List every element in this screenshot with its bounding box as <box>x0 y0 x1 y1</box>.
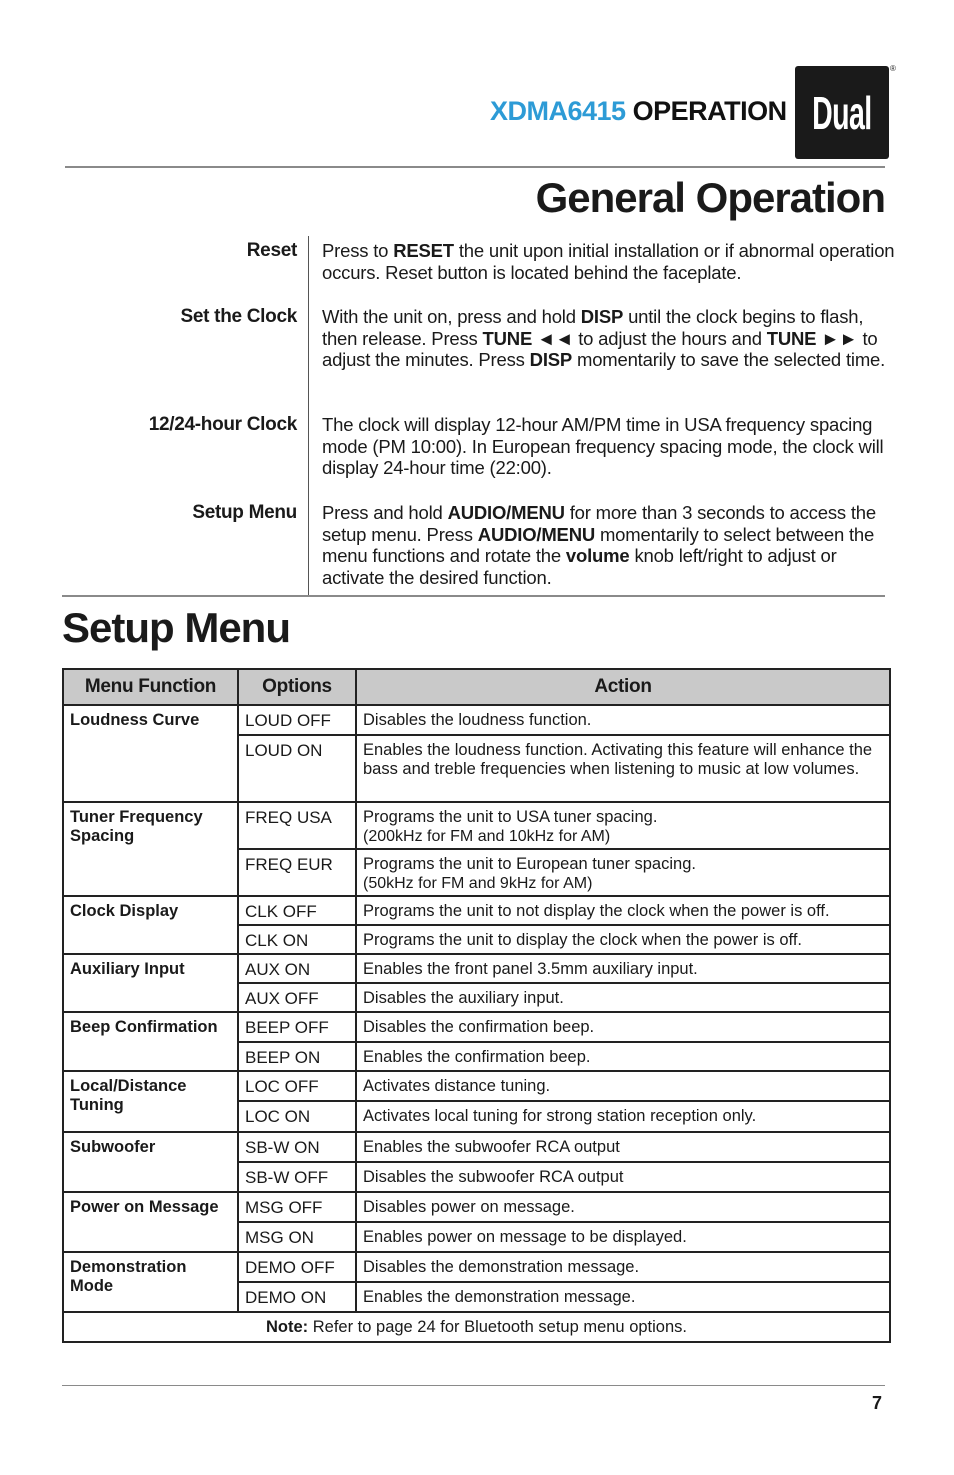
keyword: AUDIO/MENU <box>477 523 596 545</box>
action-subtext: (200kHz for FM and 10kHz for AM) <box>363 828 611 845</box>
option-cell: AUX OFF <box>238 983 356 1012</box>
keyword: volume <box>565 545 630 566</box>
action-cell <box>356 1162 890 1192</box>
menu-function-cell: Tuner Frequency Spacing <box>63 802 238 896</box>
general-item-description <box>322 414 900 479</box>
general-item-description <box>322 306 900 371</box>
action-text: Programs the unit to not display the clock when the power is off. <box>363 902 830 920</box>
page-number: 7 <box>872 1393 883 1413</box>
menu-function-cell: Clock Display <box>63 896 238 954</box>
action-cell <box>356 735 890 802</box>
description-text: until the clock begins to flash, then release. Press <box>322 306 864 349</box>
action-cell <box>356 1222 890 1252</box>
action-subtext: (50kHz for FM and 9kHz for AM) <box>363 875 593 892</box>
action-cell <box>356 1252 890 1282</box>
setup-menu-table <box>62 668 891 1343</box>
action-text: Activates distance tuning. <box>363 1077 551 1095</box>
action-text: Enables the demonstration message. <box>363 1288 636 1306</box>
option-cell: LOC OFF <box>238 1071 356 1101</box>
action-text: Disables power on message. <box>363 1198 575 1216</box>
action-cell <box>356 896 890 925</box>
action-text: Programs the unit to display the clock when the power is off. <box>363 931 803 949</box>
action-text: Enables the confirmation beep. <box>363 1048 591 1066</box>
option-cell: LOUD ON <box>238 735 356 802</box>
option-cell: DEMO ON <box>238 1282 356 1312</box>
action-text: Enables power on message to be displayed. <box>363 1228 687 1246</box>
table-header-row <box>63 669 890 705</box>
option-cell: AUX ON <box>238 954 356 983</box>
action-text: Disables the loudness function. <box>363 711 592 729</box>
action-cell <box>356 1192 890 1222</box>
general-item-term: Reset <box>246 240 297 261</box>
description-text: to adjust the minutes. Press <box>322 327 878 370</box>
keyword: TUNE ◄◄ <box>482 327 574 349</box>
table-row <box>63 1252 890 1282</box>
action-cell <box>356 1012 890 1042</box>
description-text: knob left/right to adjust or activate the desired function. <box>322 545 837 588</box>
top-divider <box>65 166 885 168</box>
table-row <box>63 705 890 735</box>
action-text: Enables the subwoofer RCA output <box>363 1138 620 1156</box>
general-item-description <box>322 240 900 283</box>
keyword: DISP <box>580 306 624 327</box>
option-cell: CLK ON <box>238 925 356 954</box>
table-row <box>63 1132 890 1162</box>
col-header-options: Options <box>238 669 356 705</box>
description-text: With the unit on, press and hold <box>322 306 581 327</box>
keyword: AUDIO/MENU <box>447 502 565 523</box>
description-text: Press to <box>322 240 394 261</box>
option-cell: SB-W ON <box>238 1132 356 1162</box>
option-cell: MSG ON <box>238 1222 356 1252</box>
table-row <box>63 954 890 983</box>
action-text: Enables the loudness function. Activating this feature will enhance the bass and treble frequencies when listening to music at low volumes. <box>363 741 873 778</box>
action-text: Enables the front panel 3.5mm auxiliary input. <box>363 960 698 978</box>
action-cell <box>356 983 890 1012</box>
description-text: momentarily to select between the menu functions and rotate the <box>322 523 875 566</box>
description-text: the unit upon initial installation or if abnormal operation occurs. Reset button is located behind the faceplate. <box>322 240 895 283</box>
action-cell <box>356 1101 890 1132</box>
option-cell: SB-W OFF <box>238 1162 356 1192</box>
model-number: XDMA6415 <box>490 96 626 126</box>
option-cell: LOUD OFF <box>238 705 356 735</box>
option-cell: BEEP OFF <box>238 1012 356 1042</box>
description-text: momentarily to save the selected time. <box>572 349 886 370</box>
general-item-term: 12/24-hour Clock <box>148 414 297 435</box>
action-cell <box>356 1042 890 1071</box>
option-cell: MSG OFF <box>238 1192 356 1222</box>
action-cell <box>356 954 890 983</box>
general-item-term: Setup Menu <box>192 502 297 523</box>
table-row <box>63 1012 890 1042</box>
note-label: Note: <box>265 1317 309 1336</box>
action-text: Activates local tuning for strong station reception only. <box>363 1107 757 1125</box>
registered-mark: ® <box>890 64 896 73</box>
running-header <box>490 96 787 127</box>
action-cell <box>356 802 890 849</box>
menu-function-cell: Auxiliary Input <box>63 954 238 1012</box>
table-row <box>63 1071 890 1101</box>
action-cell <box>356 849 890 896</box>
dual-logo: Dual <box>795 66 889 159</box>
setup-menu-title: Setup Menu <box>62 604 290 651</box>
menu-function-cell: Beep Confirmation <box>63 1012 238 1071</box>
keyword: TUNE ►► <box>766 327 858 349</box>
action-text: Disables the auxiliary input. <box>363 989 564 1007</box>
middle-divider <box>62 595 885 597</box>
description-text: for more than 3 seconds to access the setup menu. Press <box>322 502 876 545</box>
note-cell <box>63 1312 890 1342</box>
action-text: Programs the unit to USA tuner spacing. <box>363 808 658 826</box>
general-operation-title: General Operation <box>535 174 885 221</box>
description-text: Press and hold <box>322 502 448 523</box>
option-cell: FREQ USA <box>238 802 356 849</box>
menu-function-cell: Loudness Curve <box>63 705 238 802</box>
description-text: to adjust the hours and <box>573 327 767 349</box>
keyword: DISP <box>529 349 573 370</box>
vertical-divider <box>308 236 309 595</box>
general-item-description <box>322 502 900 588</box>
option-cell: BEEP ON <box>238 1042 356 1071</box>
action-cell <box>356 1071 890 1101</box>
header-section: OPERATION <box>632 96 787 126</box>
menu-function-cell: Subwoofer <box>63 1132 238 1192</box>
action-cell <box>356 925 890 954</box>
action-text: Disables the subwoofer RCA output <box>363 1168 624 1186</box>
col-header-menu-function: Menu Function <box>63 669 238 705</box>
menu-function-cell: Demonstration Mode <box>63 1252 238 1312</box>
action-cell <box>356 705 890 735</box>
note-text: Refer to page 24 for Bluetooth setup menu options. <box>308 1317 687 1336</box>
option-cell: CLK OFF <box>238 896 356 925</box>
action-text: Programs the unit to European tuner spacing. <box>363 855 696 873</box>
note-row <box>63 1312 890 1342</box>
menu-function-cell: Power on Message <box>63 1192 238 1252</box>
action-cell <box>356 1132 890 1162</box>
option-cell: LOC ON <box>238 1101 356 1132</box>
col-header-action: Action <box>356 669 890 705</box>
action-text: Disables the confirmation beep. <box>363 1018 595 1036</box>
table-row <box>63 802 890 849</box>
option-cell: DEMO OFF <box>238 1252 356 1282</box>
action-text: Disables the demonstration message. <box>363 1258 640 1276</box>
option-cell: FREQ EUR <box>238 849 356 896</box>
general-item-term: Set the Clock <box>180 306 297 327</box>
table-row <box>63 1192 890 1222</box>
bottom-divider <box>62 1385 885 1386</box>
table-row <box>63 896 890 925</box>
menu-function-cell: Local/Distance Tuning <box>63 1071 238 1132</box>
action-cell <box>356 1282 890 1312</box>
description-text: The clock will display 12-hour AM/PM time in USA frequency spacing mode (PM 10:00). In European frequency spacing mode, the clock will display 24-hour time (22:00). <box>322 414 884 478</box>
keyword: RESET <box>393 240 454 261</box>
